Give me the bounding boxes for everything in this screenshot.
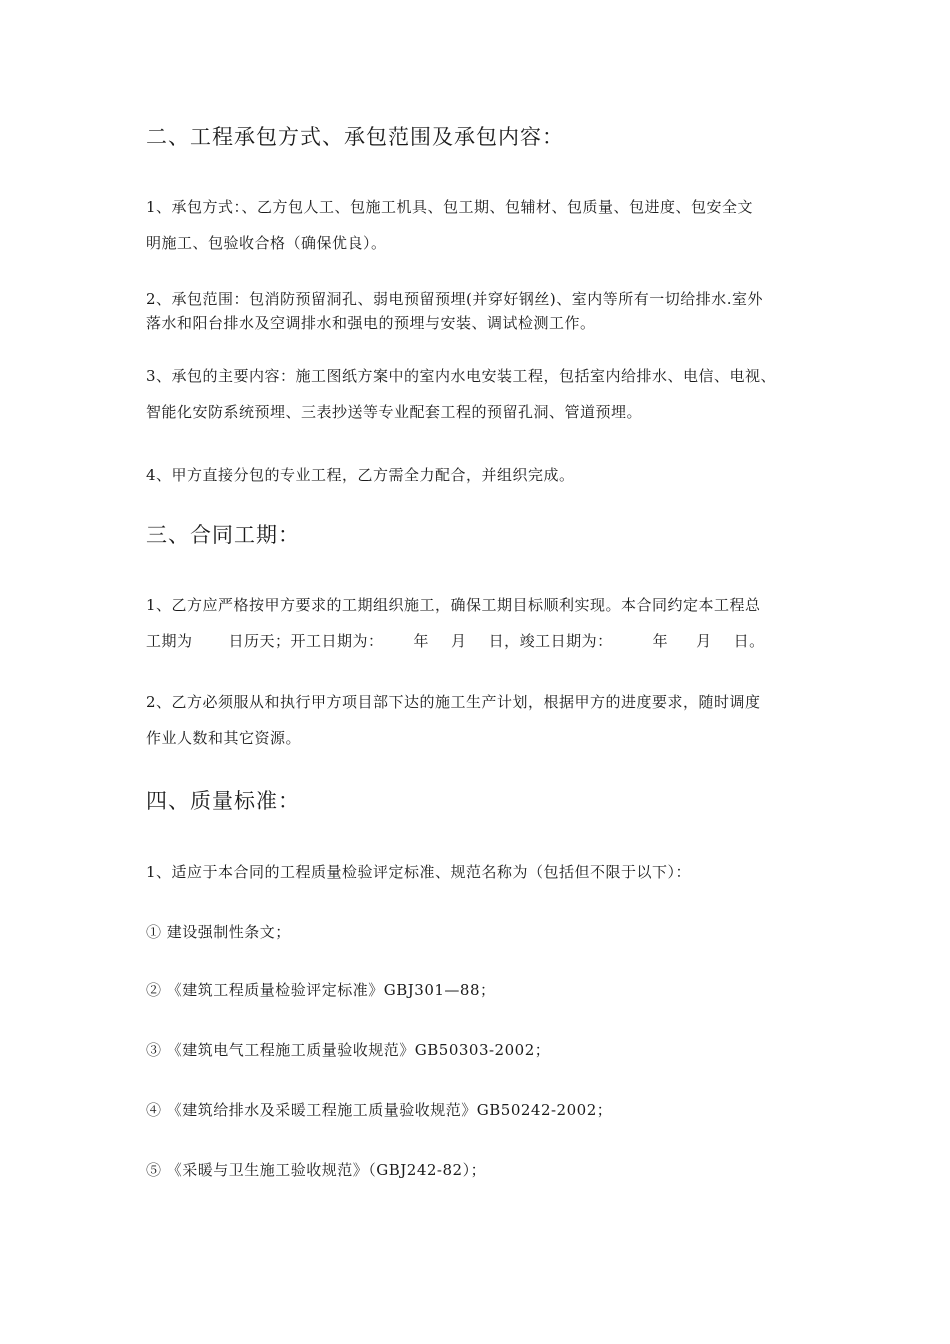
label-end-day: 日。 [733, 632, 765, 650]
label-end-year: 年 [652, 632, 669, 650]
label-end-month: 月 [696, 632, 712, 650]
paragraph-line: 作业人数和其它资源。 [146, 729, 302, 747]
paragraph-contract-method [146, 197, 810, 253]
standard-item: ③ 《建筑电气工程施工质量验收规范》GB50303-2002； [146, 1041, 551, 1059]
paragraph-quality-standards [146, 862, 810, 882]
paragraph-contract-range [146, 289, 810, 333]
list-item [146, 1040, 810, 1060]
section-heading-quality: 四、质量标准： [146, 789, 300, 813]
standard-item: ④ 《建筑给排水及采暖工程施工质量验收规范》GB50242-2002； [146, 1101, 613, 1119]
paragraph-line: 1、承包方式：、乙方包人工、包施工机具、包工期、包辅材、包质量、包进度、包安全文 [146, 198, 754, 216]
paragraph-schedule-requirement [146, 595, 810, 651]
list-item [146, 1160, 810, 1180]
section-heading-schedule: 三、合同工期： [146, 523, 300, 547]
standard-item: ⑤ 《采暖与卫生施工验收规范》（GBJ242-82）； [146, 1161, 487, 1179]
paragraph-line: 3、承包的主要内容：施工图纸方案中的室内水电安装工程，包括室内给排水、电信、电视、 [146, 367, 777, 385]
paragraph-direct-subcontract [146, 465, 810, 485]
paragraph-line: 2、承包范围：包消防预留洞孔、弱电预留预埋(并穿好钢丝)、室内等所有一切给排水.室外 [146, 290, 764, 308]
standard-item: ② 《建筑工程质量检验评定标准》GBJ301—88； [146, 981, 496, 999]
label-duration: 工期为 [146, 632, 193, 650]
paragraph-line: 智能化安防系统预埋、三表抄送等专业配套工程的预留孔洞、管道预埋。 [146, 403, 643, 421]
schedule-dates-line [146, 631, 810, 651]
list-item [146, 980, 810, 1000]
label-calendar-days: 日历天；开工日期为： [228, 632, 384, 650]
paragraph-production-plan [146, 692, 810, 748]
paragraph-line: 1、乙方应严格按甲方要求的工期组织施工，确保工期目标顺利实现。本合同约定本工程总 [146, 596, 761, 614]
label-start-year: 年 [413, 632, 430, 650]
section-heading-scope: 二、工程承包方式、承包范围及承包内容： [146, 125, 564, 149]
paragraph-line: 4、甲方直接分包的专业工程，乙方需全力配合，并组织完成。 [146, 466, 575, 484]
standard-item: ① 建设强制性条文； [146, 923, 291, 941]
label-start-day-end: 日，竣工日期为： [488, 632, 613, 650]
list-item [146, 922, 810, 942]
list-item [146, 1100, 810, 1120]
paragraph-line: 明施工、包验收合格（确保优良）。 [146, 234, 387, 252]
paragraph-line: 2、乙方必须服从和执行甲方项目部下达的施工生产计划，根据甲方的进度要求，随时调度 [146, 693, 761, 711]
paragraph-line: 1、适应于本合同的工程质量检验评定标准、规范名称为（包括但不限于以下）： [146, 863, 692, 881]
paragraph-line: 落水和阳台排水及空调排水和强电的预埋与安装、调试检测工作。 [146, 314, 596, 332]
label-start-month: 月 [451, 632, 467, 650]
paragraph-contract-content [146, 366, 810, 422]
